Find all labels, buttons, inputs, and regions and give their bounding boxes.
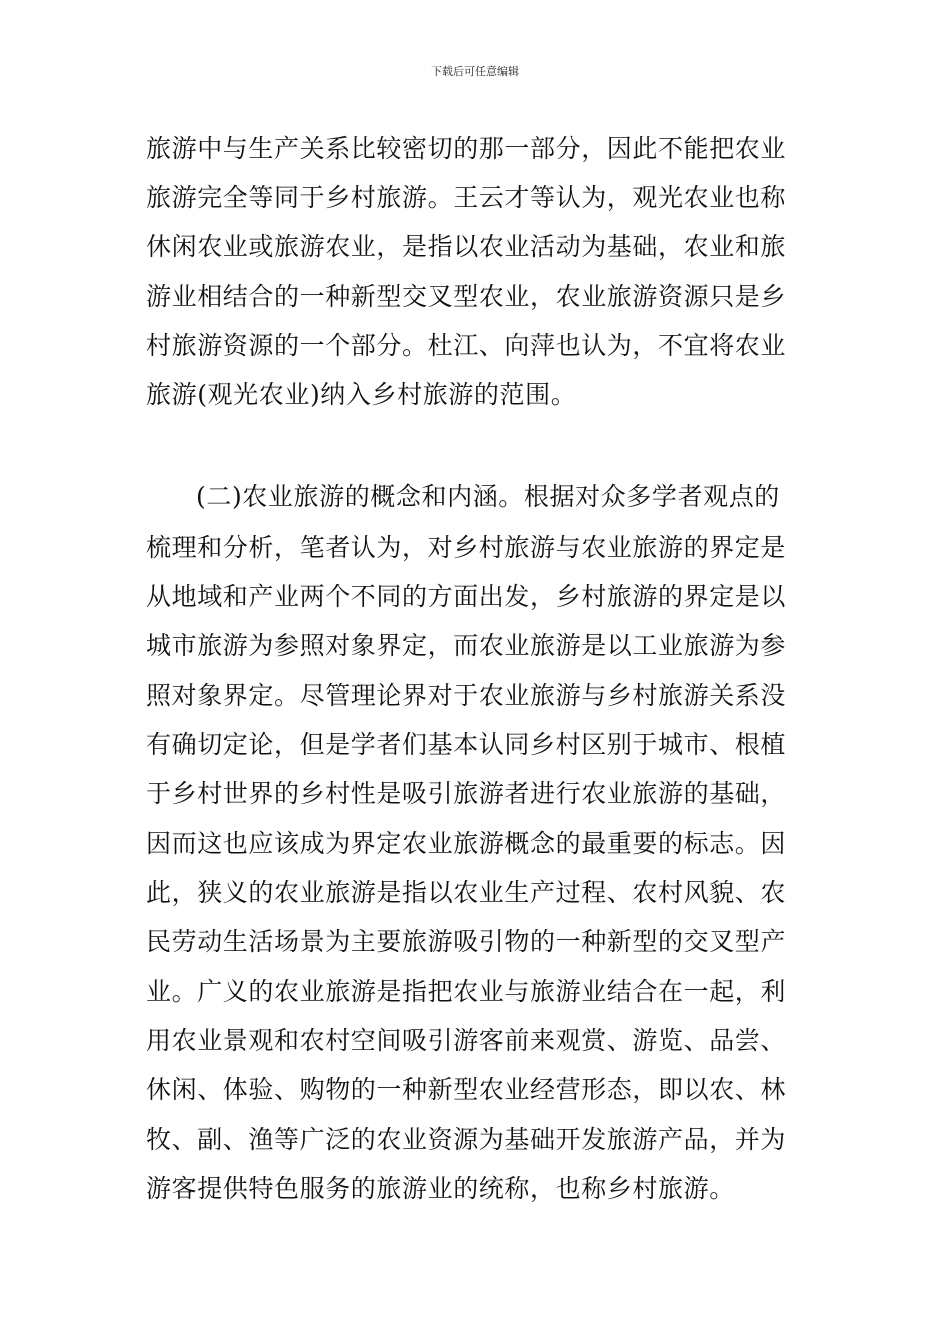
paragraph-line: 村旅游资源的一个部分。杜江、向萍也认为，不宜将农业 (146, 331, 787, 360)
paragraph-line: 旅游(观光农业)纳入乡村旅游的范围。 (146, 380, 577, 409)
paragraph-line: 休闲农业或旅游农业，是指以农业活动为基础，农业和旅 (146, 232, 787, 261)
paragraph-line: 民劳动生活场景为主要旅游吸引物的一种新型的交叉型产 (146, 927, 787, 956)
paragraph-line: 有确切定论，但是学者们基本认同乡村区别于城市、根植 (146, 730, 787, 759)
paragraph-line: 照对象界定。尽管理论界对于农业旅游与乡村旅游关系没 (146, 681, 787, 710)
page-header: 下载后可任意编辑 (431, 65, 519, 78)
paragraph-line: 因而这也应该成为界定农业旅游概念的最重要的标志。因 (146, 829, 787, 858)
paragraph-line: 城市旅游为参照对象界定，而农业旅游是以工业旅游为参 (146, 631, 787, 660)
paragraph-line: 用农业景观和农村空间吸引游客前来观赏、游览、品尝、 (146, 1026, 787, 1055)
paragraph-line: (二)农业旅游的概念和内涵。根据对众多学者观点的 (196, 482, 780, 511)
paragraph-line: 游业相结合的一种新型交叉型农业，农业旅游资源只是乡 (146, 282, 787, 311)
paragraph-line: 此，狭义的农业旅游是指以农业生产过程、农村风貌、农 (146, 878, 787, 907)
paragraph-line: 游客提供特色服务的旅游业的统称，也称乡村旅游。 (146, 1174, 735, 1203)
paragraph-line: 从地域和产业两个不同的方面出发，乡村旅游的界定是以 (146, 582, 787, 611)
paragraph-line: 牧、副、渔等广泛的农业资源为基础开发旅游产品，并为 (146, 1125, 787, 1154)
paragraph-line: 旅游中与生产关系比较密切的那一部分，因此不能把农业 (146, 134, 787, 163)
paragraph-line: 业。广义的农业旅游是指把农业与旅游业结合在一起，利 (146, 977, 787, 1006)
paragraph-line: 休闲、体验、购物的一种新型农业经营形态，即以农、林 (146, 1075, 787, 1104)
paragraph-line: 梳理和分析，笔者认为，对乡村旅游与农业旅游的界定是 (146, 533, 787, 562)
paragraph-line: 于乡村世界的乡村性是吸引旅游者进行农业旅游的基础， (146, 779, 787, 808)
paragraph-line: 旅游完全等同于乡村旅游。王云才等认为，观光农业也称 (146, 183, 787, 212)
